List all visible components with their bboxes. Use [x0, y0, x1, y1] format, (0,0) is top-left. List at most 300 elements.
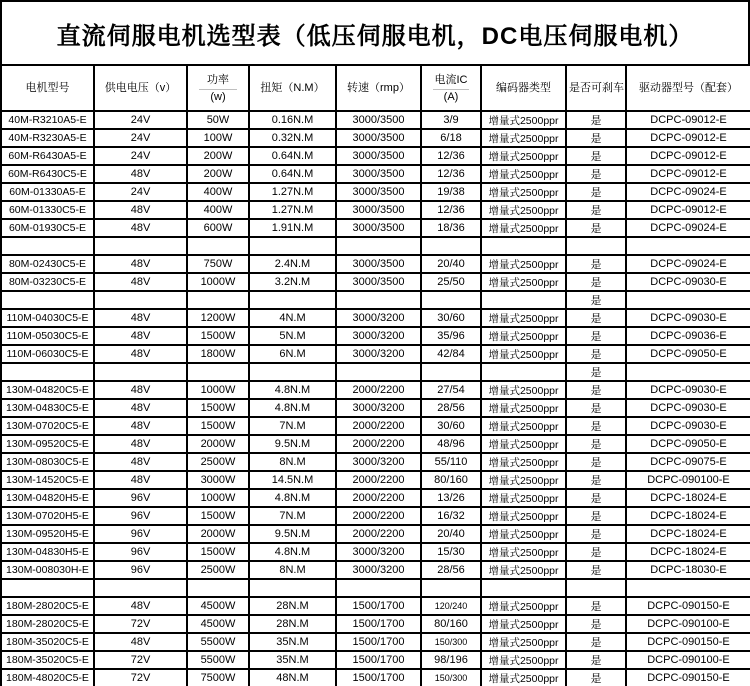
table-cell: 2000W [187, 435, 249, 453]
table-cell: 是 [566, 435, 626, 453]
table-cell: 3/9 [421, 111, 481, 129]
table-cell: 增量式2500ppr [481, 489, 566, 507]
page-title: 直流伺服电机选型表（低压伺服电机，DC电压伺服电机） [56, 22, 694, 50]
table-row [1, 489, 750, 507]
table-cell [421, 291, 481, 309]
table-cell: 3000/3500 [336, 201, 421, 219]
table-cell: 1.27N.M [249, 183, 336, 201]
table-cell: 增量式2500ppr [481, 507, 566, 525]
table-cell: 100W [187, 129, 249, 147]
table-cell: 24V [94, 111, 187, 129]
table-cell: DCPC-09030-E [626, 417, 750, 435]
table-cell: 0.16N.M [249, 111, 336, 129]
column-header-label: 是否可刹车 [569, 81, 624, 94]
table-cell: 130M-04830C5-E [1, 399, 94, 417]
table-cell [421, 237, 481, 255]
table-cell: 130M-008030H-E [1, 561, 94, 579]
table-cell: 60M-R6430A5-E [1, 147, 94, 165]
table-row [1, 345, 750, 363]
table-cell: 28N.M [249, 615, 336, 633]
table-cell: 增量式2500ppr [481, 543, 566, 561]
table-cell: 4500W [187, 615, 249, 633]
table-cell: 130M-08030C5-E [1, 453, 94, 471]
table-cell: 是 [566, 561, 626, 579]
table-cell: 1500/1700 [336, 597, 421, 615]
table-cell: 35N.M [249, 633, 336, 651]
table-cell: 4.8N.M [249, 543, 336, 561]
table-cell: 3000W [187, 471, 249, 489]
table-cell: 9.5N.M [249, 525, 336, 543]
table-cell: 7500W [187, 669, 249, 686]
table-cell: 是 [566, 255, 626, 273]
table-row [1, 273, 750, 291]
table-cell: 4.8N.M [249, 399, 336, 417]
table-cell: DCPC-09012-E [626, 201, 750, 219]
table-cell: 12/36 [421, 147, 481, 165]
table-cell: 1500W [187, 399, 249, 417]
column-header-label: 电机型号 [25, 81, 70, 94]
table-cell: DCPC-09024-E [626, 219, 750, 237]
table-cell: 30/60 [421, 417, 481, 435]
table-cell: 3000/3200 [336, 309, 421, 327]
table-cell [566, 237, 626, 255]
table-cell: 48V [94, 471, 187, 489]
table-cell: 增量式2500ppr [481, 345, 566, 363]
table-row [1, 471, 750, 489]
table-cell [249, 579, 336, 597]
table-cell: 增量式2500ppr [481, 615, 566, 633]
table-cell: DCPC-09030-E [626, 399, 750, 417]
table-cell: 35N.M [249, 651, 336, 669]
table-cell: 0.32N.M [249, 129, 336, 147]
table-cell: DCPC-090150-E [626, 597, 750, 615]
table-cell: 1.91N.M [249, 219, 336, 237]
table-cell [94, 237, 187, 255]
table-cell: DCPC-09050-E [626, 435, 750, 453]
table-cell: 增量式2500ppr [481, 471, 566, 489]
table-cell: 48V [94, 597, 187, 615]
table-cell: 1500W [187, 507, 249, 525]
table-cell: 60M-R6430C5-E [1, 165, 94, 183]
column-header-4 [336, 65, 421, 111]
column-header-6 [481, 65, 566, 111]
table-cell [626, 579, 750, 597]
table-cell: DCPC-09024-E [626, 255, 750, 273]
table-cell [336, 291, 421, 309]
table-cell [566, 579, 626, 597]
table-cell: 150/300 [421, 669, 481, 686]
table-cell: 120/240 [421, 597, 481, 615]
table-cell: DCPC-09012-E [626, 129, 750, 147]
table-cell: 48/96 [421, 435, 481, 453]
table-cell: 是 [566, 327, 626, 345]
table-cell: 是 [566, 399, 626, 417]
table-row [1, 597, 750, 615]
table-cell: 28N.M [249, 597, 336, 615]
column-header-3 [249, 65, 336, 111]
table-cell: 28/56 [421, 561, 481, 579]
table-cell: 12/36 [421, 201, 481, 219]
table-cell: DCPC-09012-E [626, 111, 750, 129]
table-cell: 2500W [187, 561, 249, 579]
table-cell: 12/36 [421, 165, 481, 183]
table-cell: 27/54 [421, 381, 481, 399]
table-cell: 是 [566, 471, 626, 489]
table-title-box [0, 0, 750, 64]
table-cell [187, 237, 249, 255]
table-cell: 1500W [187, 543, 249, 561]
table-cell: 1500W [187, 327, 249, 345]
column-header-label: 功率 [207, 73, 229, 86]
table-row [1, 579, 750, 597]
table-cell: 5500W [187, 651, 249, 669]
table-cell: 增量式2500ppr [481, 633, 566, 651]
table-body [1, 111, 750, 686]
motor-selection-table [0, 64, 750, 686]
table-cell: 48V [94, 381, 187, 399]
table-row [1, 507, 750, 525]
table-cell: 1500/1700 [336, 633, 421, 651]
table-cell: 0.64N.M [249, 147, 336, 165]
table-cell: 1800W [187, 345, 249, 363]
table-cell: 5N.M [249, 327, 336, 345]
table-cell [336, 579, 421, 597]
table-cell: 48V [94, 417, 187, 435]
table-row [1, 165, 750, 183]
table-cell: DCPC-09024-E [626, 183, 750, 201]
table-cell: 130M-04830H5-E [1, 543, 94, 561]
table-cell: 增量式2500ppr [481, 201, 566, 219]
table-cell: 6/18 [421, 129, 481, 147]
table-header [1, 65, 750, 111]
table-cell: 130M-09520H5-E [1, 525, 94, 543]
table-cell: 增量式2500ppr [481, 561, 566, 579]
table-cell: 3000/3200 [336, 453, 421, 471]
table-cell: DCPC-18030-E [626, 561, 750, 579]
table-cell: 96V [94, 507, 187, 525]
table-cell: 48V [94, 453, 187, 471]
table-cell [626, 363, 750, 381]
table-cell: 72V [94, 651, 187, 669]
column-header-label: 电流IC [434, 73, 468, 86]
table-cell: 80M-02430C5-E [1, 255, 94, 273]
table-cell: 是 [566, 201, 626, 219]
table-cell: 4.8N.M [249, 381, 336, 399]
table-cell: 增量式2500ppr [481, 453, 566, 471]
table-cell: 130M-14520C5-E [1, 471, 94, 489]
table-cell: 3000/3200 [336, 327, 421, 345]
table-cell: 1000W [187, 273, 249, 291]
table-cell: DCPC-09050-E [626, 345, 750, 363]
table-cell: DCPC-18024-E [626, 489, 750, 507]
table-cell: 3.2N.M [249, 273, 336, 291]
column-header-sublabel: (w) [199, 89, 237, 104]
table-cell: 2000/2200 [336, 471, 421, 489]
table-cell: 98/196 [421, 651, 481, 669]
table-cell: DCPC-18024-E [626, 525, 750, 543]
column-header-7 [566, 65, 626, 111]
table-cell: 2.4N.M [249, 255, 336, 273]
column-header-label: 驱动器型号（配套） [639, 81, 738, 94]
table-row [1, 363, 750, 381]
table-cell: 180M-35020C5-E [1, 651, 94, 669]
table-cell: 48V [94, 165, 187, 183]
table-cell: 增量式2500ppr [481, 597, 566, 615]
table-cell: 3000/3500 [336, 129, 421, 147]
table-cell: 增量式2500ppr [481, 147, 566, 165]
table-cell: 35/96 [421, 327, 481, 345]
table-cell [187, 363, 249, 381]
table-cell: DCPC-090100-E [626, 615, 750, 633]
table-row [1, 147, 750, 165]
table-cell: 是 [566, 489, 626, 507]
table-cell: 40M-R3210A5-E [1, 111, 94, 129]
table-cell: 96V [94, 561, 187, 579]
column-header-sublabel: (A) [433, 89, 469, 104]
table-cell: 48V [94, 219, 187, 237]
table-row [1, 183, 750, 201]
table-cell: 增量式2500ppr [481, 327, 566, 345]
table-cell: DCPC-09030-E [626, 381, 750, 399]
table-cell: 180M-28020C5-E [1, 615, 94, 633]
table-cell: 3000/3200 [336, 399, 421, 417]
table-cell: 4500W [187, 597, 249, 615]
table-cell: 48V [94, 435, 187, 453]
table-cell: 是 [566, 543, 626, 561]
table-cell: 增量式2500ppr [481, 399, 566, 417]
table-cell: 增量式2500ppr [481, 111, 566, 129]
table-cell: 18/36 [421, 219, 481, 237]
table-cell: 130M-09520C5-E [1, 435, 94, 453]
table-cell [187, 579, 249, 597]
table-row [1, 219, 750, 237]
table-cell: 增量式2500ppr [481, 381, 566, 399]
table-cell: 15/30 [421, 543, 481, 561]
table-cell: 9.5N.M [249, 435, 336, 453]
table-row [1, 561, 750, 579]
table-cell: 是 [566, 291, 626, 309]
table-cell: 20/40 [421, 525, 481, 543]
table-cell: 是 [566, 273, 626, 291]
table-row [1, 111, 750, 129]
table-cell: 2000/2200 [336, 381, 421, 399]
table-cell: 增量式2500ppr [481, 669, 566, 686]
table-cell: 是 [566, 417, 626, 435]
table-cell: 72V [94, 615, 187, 633]
table-cell: DCPC-09012-E [626, 147, 750, 165]
table-cell: 是 [566, 597, 626, 615]
table-cell [481, 291, 566, 309]
table-cell: 3000/3200 [336, 543, 421, 561]
table-cell: 60M-01330C5-E [1, 201, 94, 219]
table-cell: 24V [94, 129, 187, 147]
table-cell [336, 237, 421, 255]
table-cell: 60M-01930C5-E [1, 219, 94, 237]
table-cell: 是 [566, 633, 626, 651]
table-cell: 是 [566, 363, 626, 381]
table-cell: 150/300 [421, 633, 481, 651]
table-cell [187, 291, 249, 309]
table-cell: 是 [566, 507, 626, 525]
table-cell: DCPC-09030-E [626, 273, 750, 291]
table-cell: 130M-04820C5-E [1, 381, 94, 399]
table-cell: 48V [94, 633, 187, 651]
table-cell: 3000/3500 [336, 111, 421, 129]
table-cell: 4.8N.M [249, 489, 336, 507]
table-row [1, 435, 750, 453]
table-cell [1, 237, 94, 255]
table-row [1, 633, 750, 651]
table-cell: 是 [566, 183, 626, 201]
table-cell: 是 [566, 219, 626, 237]
table-cell: 3000/3500 [336, 165, 421, 183]
table-cell: 是 [566, 165, 626, 183]
table-cell: 是 [566, 147, 626, 165]
table-cell: 200W [187, 165, 249, 183]
table-cell [1, 291, 94, 309]
table-cell: 是 [566, 615, 626, 633]
table-cell: 增量式2500ppr [481, 525, 566, 543]
table-row [1, 237, 750, 255]
table-cell: 400W [187, 183, 249, 201]
table-cell: 130M-07020C5-E [1, 417, 94, 435]
table-cell: DCPC-090100-E [626, 651, 750, 669]
table-cell: 3000/3500 [336, 255, 421, 273]
table-cell: 增量式2500ppr [481, 309, 566, 327]
table-cell: 是 [566, 345, 626, 363]
table-cell: 3000/3500 [336, 219, 421, 237]
table-cell: 增量式2500ppr [481, 417, 566, 435]
table-cell: 是 [566, 525, 626, 543]
table-row [1, 525, 750, 543]
table-cell: 3000/3500 [336, 273, 421, 291]
table-cell: 2500W [187, 453, 249, 471]
table-cell: 1000W [187, 381, 249, 399]
table-cell [421, 363, 481, 381]
column-header-2 [187, 65, 249, 111]
table-row [1, 399, 750, 417]
table-cell: 48V [94, 201, 187, 219]
table-cell: 1500/1700 [336, 615, 421, 633]
table-cell: 48V [94, 399, 187, 417]
table-cell [1, 363, 94, 381]
table-cell: 96V [94, 525, 187, 543]
table-cell: DCPC-09030-E [626, 309, 750, 327]
table-cell: 40M-R3230A5-E [1, 129, 94, 147]
table-cell: 2000/2200 [336, 489, 421, 507]
table-cell: 130M-07020H5-E [1, 507, 94, 525]
table-cell [94, 363, 187, 381]
table-cell: 2000W [187, 525, 249, 543]
table-cell: 180M-35020C5-E [1, 633, 94, 651]
table-cell: 19/38 [421, 183, 481, 201]
table-cell [94, 291, 187, 309]
table-cell: 1500W [187, 417, 249, 435]
table-row [1, 327, 750, 345]
table-cell: 24V [94, 183, 187, 201]
table-cell [249, 291, 336, 309]
table-cell: 3000/3500 [336, 183, 421, 201]
table-cell: 是 [566, 669, 626, 686]
table-cell: 是 [566, 309, 626, 327]
table-cell: 1500/1700 [336, 651, 421, 669]
table-cell [249, 237, 336, 255]
table-cell: 110M-04030C5-E [1, 309, 94, 327]
table-cell: 110M-06030C5-E [1, 345, 94, 363]
table-cell [1, 579, 94, 597]
table-cell: 13/26 [421, 489, 481, 507]
table-cell [481, 579, 566, 597]
table-cell: 80/160 [421, 471, 481, 489]
table-cell: 180M-48020C5-E [1, 669, 94, 686]
table-cell: 55/110 [421, 453, 481, 471]
table-cell: 200W [187, 147, 249, 165]
column-header-label: 转速（rmp） [347, 81, 410, 94]
table-cell: 增量式2500ppr [481, 651, 566, 669]
table-row [1, 309, 750, 327]
table-row [1, 129, 750, 147]
table-cell [336, 363, 421, 381]
table-cell: 1200W [187, 309, 249, 327]
table-cell: 20/40 [421, 255, 481, 273]
table-cell [249, 363, 336, 381]
table-cell: DCPC-09075-E [626, 453, 750, 471]
table-row [1, 255, 750, 273]
table-row [1, 669, 750, 686]
table-cell: 60M-01330A5-E [1, 183, 94, 201]
table-cell: 是 [566, 453, 626, 471]
table-cell: 96V [94, 489, 187, 507]
table-row [1, 453, 750, 471]
table-cell: 48N.M [249, 669, 336, 686]
table-cell: 16/32 [421, 507, 481, 525]
table-cell: 7N.M [249, 507, 336, 525]
table-cell: 48V [94, 327, 187, 345]
table-row [1, 417, 750, 435]
table-cell [94, 579, 187, 597]
table-cell: 5500W [187, 633, 249, 651]
table-cell: 48V [94, 345, 187, 363]
table-cell: 6N.M [249, 345, 336, 363]
table-row [1, 543, 750, 561]
table-cell: 8N.M [249, 453, 336, 471]
table-cell [626, 291, 750, 309]
column-header-5 [421, 65, 481, 111]
table-cell: 14.5N.M [249, 471, 336, 489]
table-cell: 48V [94, 255, 187, 273]
table-cell: 2000/2200 [336, 435, 421, 453]
table-cell: 180M-28020C5-E [1, 597, 94, 615]
table-row [1, 291, 750, 309]
table-cell: 8N.M [249, 561, 336, 579]
table-cell: 750W [187, 255, 249, 273]
table-cell: DCPC-18024-E [626, 543, 750, 561]
table-cell: 1.27N.M [249, 201, 336, 219]
column-header-label: 编码器类型 [496, 81, 551, 94]
table-cell: 3000/3200 [336, 561, 421, 579]
table-cell: 48V [94, 273, 187, 291]
column-header-0 [1, 65, 94, 111]
table-cell: 42/84 [421, 345, 481, 363]
table-cell: 2000/2200 [336, 507, 421, 525]
table-cell: 增量式2500ppr [481, 435, 566, 453]
table-row [1, 615, 750, 633]
column-header-1 [94, 65, 187, 111]
table-cell: 是 [566, 129, 626, 147]
table-cell: 25/50 [421, 273, 481, 291]
table-cell: DCPC-090150-E [626, 669, 750, 686]
table-cell [626, 237, 750, 255]
